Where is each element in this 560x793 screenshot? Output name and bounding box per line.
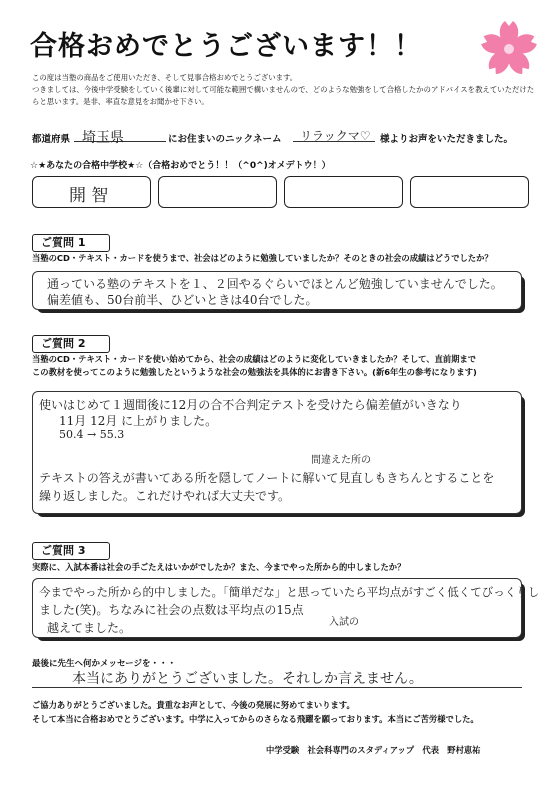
answer-2-line-3: 50.4 → 55.3 [59, 428, 125, 441]
question-3-label: ご質問 3 [32, 542, 110, 560]
answer-1-line-1: 通っている塾のテキストを１、２回やるぐらいでほとんど勉強していませんでした。 [47, 277, 503, 291]
answer-2-line-6: 繰り返しました。これだけやれば大丈夫です。 [39, 489, 291, 503]
answer-1-box [32, 271, 522, 310]
question-1-text: 当塾のCD・テキスト・カードを使うまで、社会はどのように勉強していましたか？そのときの社会の成績はどうでしたか？ [32, 253, 493, 263]
prefecture-label: 都道府県 [32, 134, 71, 145]
message-label: 最後に先生へ何かメッセージを・・・ [32, 659, 176, 669]
answer-3-line-2: ました(笑)。ちなみに社会の点数は平均点の15点 [39, 603, 304, 617]
question-2-text-1: 当塾のCD・テキスト・カードを使い始めてから、社会の成績はどのように変化していきましたか？そして、直前期まで [32, 354, 477, 364]
nickname-label: にお住まいのニックネーム [168, 134, 282, 145]
sakura-flower-icon [478, 18, 540, 80]
school-name-1: 開 智 [69, 186, 109, 206]
school-box-3 [284, 176, 403, 208]
school-heading: ☆★あなたの合格中学校★☆（合格おめでとう！！（^0^)オメデトウ！） [30, 161, 331, 171]
question-2-label: ご質問 2 [32, 335, 110, 353]
school-box-4 [410, 176, 529, 208]
page-title: 合格おめでとうございます！！ [30, 31, 422, 62]
answer-2-box [32, 391, 522, 514]
answer-2-line-4: 間違えた所の [311, 455, 371, 466]
answer-3-line-3: 越えてました。 [47, 621, 132, 635]
footer-line-1: ご協力ありがとうございました。貴重なお声として、今後の発展に努めてまいります。 [32, 700, 355, 710]
answer-3-line-4: 入試の [329, 617, 359, 628]
question-3-text: 実際に、入試本番は社会の手ごたえはいかがでしたか？また、今までやった所から的中しましたか？ [32, 562, 406, 572]
answer-3-line-1: 今までやった所から的中しました。「簡単だな」と思っていたら平均点がすごく低くてびっくりし [39, 585, 540, 599]
answer-1-line-2: 偏差値も、50台前半、ひどいときは40台でした。 [47, 293, 318, 307]
school-box-2 [158, 176, 277, 208]
profile-suffix: 様よりお声をいただきました。 [380, 134, 514, 145]
question-2-text-2: この教材を使ってこのように勉強したというような社会の勉強法を具体的にお書き下さい。(新6年生の参考になります) [32, 367, 477, 377]
answer-2-line-2: 11月 12月 に上がりました。 [59, 414, 218, 428]
answer-2-line-5: テキストの答えが書いてある所を隠してノートに解いて見直しもきちんとすることを [39, 471, 495, 485]
question-1-label: ご質問 1 [32, 234, 110, 252]
answer-3-box [32, 578, 540, 638]
footer-line-2: そして本当に合格おめでとうございます。中学に入ってからのさらなる飛躍を願っております。本当にご苦労様でした。 [32, 714, 479, 724]
prefecture-value: 埼玉県 [82, 130, 124, 146]
signature: 中学受験 社会科専門のスタディアップ 代表 野村恵祐 [266, 745, 481, 755]
school-box-1 [32, 176, 151, 208]
nickname-value: リラックマ♡ [300, 129, 371, 143]
answer-2-line-1: 使いはじめて１週間後に12月の合不合判定テストを受けたら偏差値がいきなり [39, 398, 462, 412]
message-value: 本当にありがとうございました。それしか言えません。 [72, 671, 423, 687]
intro-line-1: この度は当塾の商品をご使用いただき、そして見事合格おめでとうございます。 [32, 73, 298, 82]
intro-line-2: つきましては、今後中学受験をしていく後輩に対して可能な範囲で構いませんので、どのような勉強をして合格したかのアドバイスを教えていただけたらと思います。是非、率直な意見をお聞かせ下さい。 [32, 85, 535, 106]
